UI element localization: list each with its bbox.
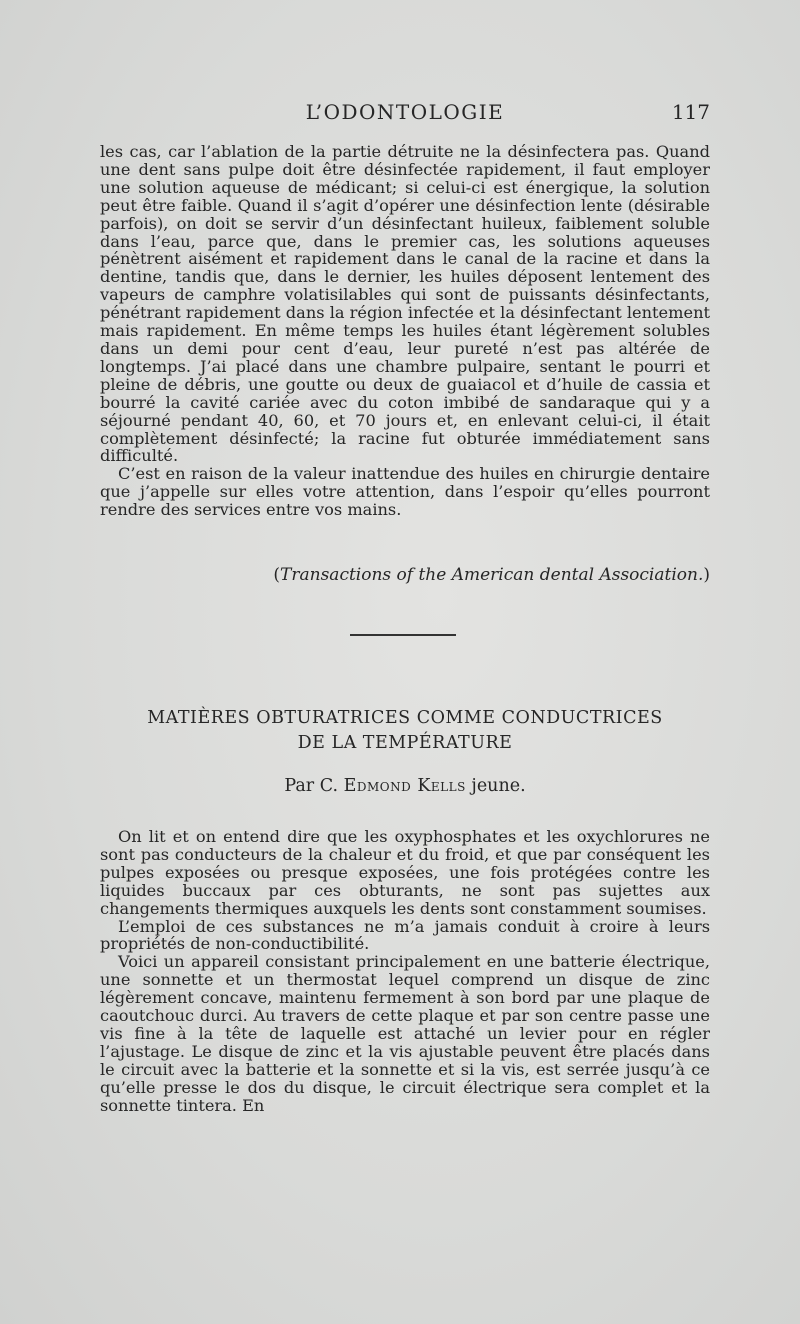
page-number: 117 — [671, 100, 710, 124]
continued-article-text — [100, 143, 710, 519]
section-divider — [350, 634, 456, 636]
citation-close: ) — [703, 565, 710, 585]
article-title-line: MATIÈRES OBTURATRICES COMME CONDUCTRICES — [147, 708, 663, 728]
paragraph: C’est en raison de la valeur inattendue des huiles en chirurgie dentaire que j’appelle sur elles votre attention, dans l’espoir qu’elles pourront rendre des services entre vos mains. — [100, 464, 710, 520]
byline-suffix: jeune. — [471, 776, 526, 796]
citation-text: Transactions of the American dental Association. — [280, 565, 704, 585]
article-body — [100, 828, 710, 1115]
running-title: L’ODONTOLOGIE — [305, 100, 505, 124]
paragraph: On lit et on entend dire que les oxyphosphates et les oxychlorures ne sont pas conducteurs de la chaleur et du froid, et que par conséquent les pulpes exposées ou presque exposées, une fois protégées contre les liquides buccaux par ces obturants, ne sont pas sujettes aux changements thermiques auxquels les dents sont constamment soumises. — [100, 827, 710, 918]
article-byline — [100, 776, 710, 796]
paragraph: L’emploi de ces substances ne m’a jamais conduit à croire à leurs propriétés de non-conductibilité. — [100, 916, 710, 954]
citation-open: ( — [273, 565, 281, 585]
article-title — [100, 706, 710, 756]
source-citation — [100, 565, 710, 585]
page-header — [100, 100, 710, 134]
article-title-line: DE LA TEMPÉRATURE — [297, 733, 513, 753]
byline-prefix: Par C. — [284, 776, 339, 796]
paragraph: les cas, car l’ablation de la partie détruite ne la désinfectera pas. Quand une dent sans pulpe doit être désinfectée rapidement, il faut employer une solution aqueuse de médicant; si celui-ci est énergique, la solution peut être faible. Quand il s’agit d’opérer une désinfection lente (désirable parfois), on doit se servir d’un désinfectant huileux, faiblement soluble dans l’eau, parce que, dans le premier cas, les solutions aqueuses pénètrent aisément et rapidement dans le canal de la racine et dans la dentine, tandis que, dans le dernier, les huiles déposent lentement des vapeurs de camphre volatisilables qui sont de puissants désinfectants, pénétrant rapidement dans la région infectée et la désinfectant lentement mais rapidement. En même temps les huiles étant légèrement solubles dans un demi pour cent d’eau, leur pureté n’est pas altérée de longtemps. J’ai placé dans une chambre pulpaire, sentant le pourri et pleine de débris, une goutte ou deux de guaiacol et d’huile de cassia et bourré la cavité cariée avec du coton imbibé de sandaraque qui y a séjourné pendant 40, 60, et 70 jours et, en enlevant celui-ci, il était complètement désinfecté; la racine fut obturée immédiatement sans difficulté. — [100, 142, 710, 466]
byline-author: Edmond Kells — [343, 776, 466, 796]
paragraph: Voici un appareil consistant principalement en une batterie électrique, une sonnette et un thermostat lequel comprend un disque de zinc légèrement concave, maintenu fermement à son bord par une plaque de caoutchouc durci. Au travers de cette plaque et par son centre passe une vis fine à la tête de laquelle est attaché un levier pour en régler l’ajustage. Le disque de zinc et la vis ajustable peuvent être placés dans le circuit avec la batterie et la sonnette et si la vis, est serrée jusqu’à ce qu’elle presse le dos du disque, le circuit électrique sera complet et la sonnette tintera. En — [100, 952, 710, 1115]
